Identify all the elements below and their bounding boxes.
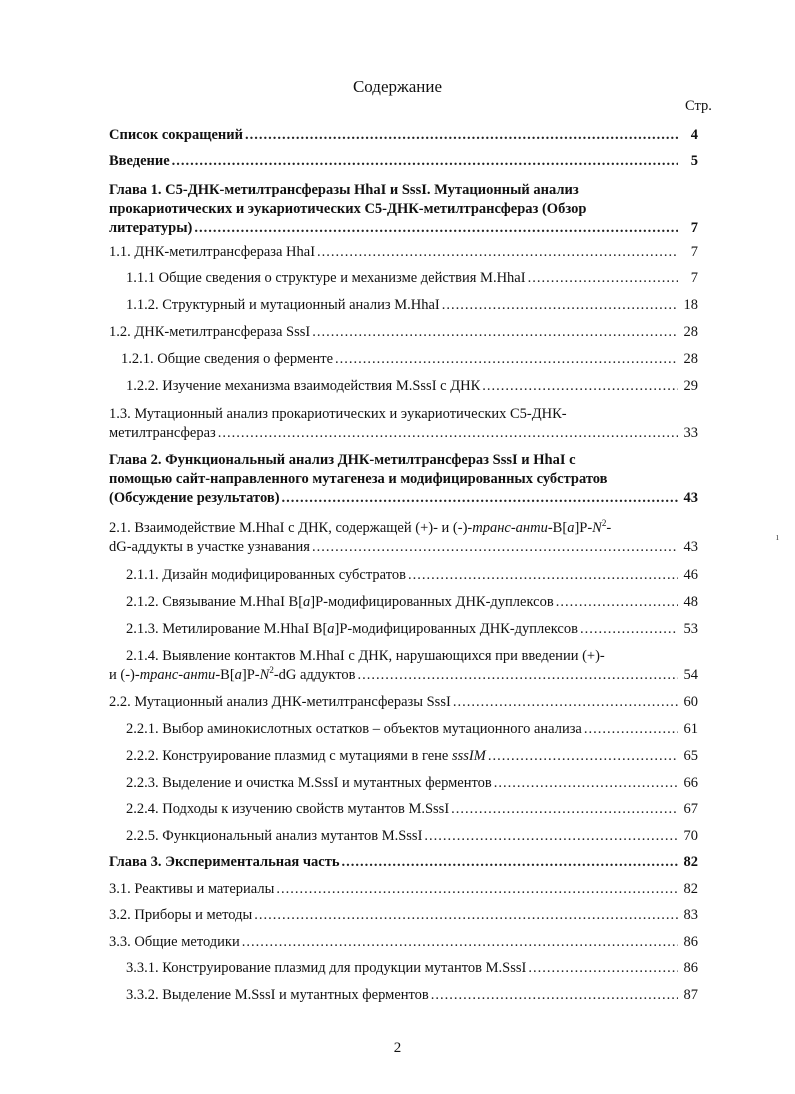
dot-leader: [276, 880, 678, 899]
toc-page: 7: [690, 244, 698, 260]
page-number: 2: [393, 1040, 402, 1056]
toc-text: 2.2.2. Конструирование плазмид с мутациями в гене: [126, 748, 452, 764]
toc-text-italic: N: [592, 520, 602, 536]
dot-leader: [453, 693, 678, 712]
toc-label: 3.3.1. Конструирование плазмид для продукции мутантов M.SssI: [126, 960, 527, 976]
toc-label: литературы): [109, 220, 193, 236]
toc-text-italic: a: [303, 594, 311, 610]
dot-leader: [488, 747, 678, 766]
toc-text: ]P-модифицированных ДНК-дуплексов: [310, 594, 554, 610]
toc-entry-1-2-1: [121, 350, 698, 369]
toc-page: 60: [683, 694, 698, 710]
dot-leader: [451, 800, 678, 819]
dot-leader: [431, 986, 678, 1005]
toc-label: 1.2.1. Общие сведения о ферменте: [121, 351, 334, 367]
toc-page: 65: [683, 748, 698, 764]
toc-text: -B[: [547, 520, 568, 536]
dot-leader: [335, 350, 678, 369]
toc-label: 2.2.1. Выбор аминокислотных остатков – объектов мутационного анализа: [126, 721, 582, 737]
toc-label: [126, 593, 554, 612]
toc-line: [109, 519, 698, 538]
toc-text: -B[: [215, 667, 235, 683]
toc-entry-2-1-4: [109, 647, 698, 685]
dot-leader: [245, 126, 678, 145]
page-column-header: Стр.: [685, 98, 712, 114]
toc-line: 2.1.4. Выявление контактов M.HhaI с ДНК, нарушающихся при введении (+)-: [126, 648, 605, 664]
toc-entry-2-1-1: [126, 566, 698, 585]
toc-page: 43: [683, 539, 698, 555]
toc-entry-3-2: [109, 906, 698, 925]
toc-superscript: 2: [269, 665, 274, 676]
toc-superscript: 2: [601, 518, 607, 529]
dot-leader: [194, 219, 678, 238]
toc-text-italic: транс-анти: [139, 667, 216, 683]
toc-page: 82: [683, 881, 698, 897]
toc-label: 3.1. Реактивы и материалы: [109, 881, 275, 897]
toc-label: 1.2. ДНК-метилтрансфераза SssI: [109, 324, 311, 340]
dot-leader: [584, 720, 678, 739]
toc-page: 83: [683, 907, 698, 923]
toc-label: (Обсуждение результатов): [109, 490, 280, 506]
toc-page: 70: [683, 828, 698, 844]
toc-text: 2.1.3. Метилирование M.HhaI B[: [126, 621, 328, 637]
toc-page: 61: [683, 721, 698, 737]
toc-entry-1-2-2: [126, 377, 698, 396]
toc-entry-2-1: [109, 519, 698, 557]
toc-text: -dG аддуктов: [273, 667, 356, 683]
page-title: Содержание: [352, 77, 443, 96]
toc-page: 46: [683, 567, 698, 583]
toc-entry-3-1: [109, 880, 698, 899]
dot-leader: [424, 827, 678, 846]
toc-page: 82: [683, 854, 698, 870]
toc-entry-2-2: [109, 693, 698, 712]
toc-entry-1-1-2: [126, 296, 698, 315]
dot-leader: [580, 620, 678, 639]
dot-leader: [317, 243, 678, 262]
toc-entry-2-2-1: [126, 720, 698, 739]
toc-line: Глава 2. Функциональный анализ ДНК-метилтрансфераз SssI и HhaI с: [109, 452, 576, 468]
dot-leader: [528, 269, 678, 288]
toc-label: метилтрансфераз: [109, 425, 216, 441]
dot-leader: [528, 959, 678, 978]
toc-entry-2-2-4: [126, 800, 698, 819]
dot-leader: [494, 774, 678, 793]
toc-page: 54: [683, 667, 698, 683]
toc-entry-chapter-2: [109, 451, 698, 508]
toc-label: 3.3.2. Выделение M.SssI и мутантных ферментов: [126, 987, 429, 1003]
dot-leader: [358, 666, 678, 685]
toc-label: dG-аддукты в участке узнавания: [109, 539, 310, 555]
toc-entry-2-2-2: [126, 747, 698, 766]
toc-page: 18: [683, 297, 698, 313]
toc-text: ]P-: [241, 667, 260, 683]
toc-text-italic: a: [234, 667, 242, 683]
dot-leader: [218, 424, 678, 443]
toc-page: 33: [683, 425, 698, 441]
toc-text-italic: транс-анти: [472, 520, 548, 536]
toc-label: 3.3. Общие методики: [109, 934, 240, 950]
dot-leader: [482, 377, 678, 396]
toc-page: 48: [683, 594, 698, 610]
toc-page: 66: [683, 775, 698, 791]
toc-label: [126, 747, 486, 766]
toc-entry-1-1: [109, 243, 698, 262]
toc-line: прокариотических и эукариотических С5-ДНК-метилтрансфераз (Обзор: [109, 201, 587, 217]
toc-line: 1.3. Мутационный анализ прокариотических и эукариотических С5-ДНК-: [109, 406, 567, 422]
dot-leader: [172, 152, 678, 171]
toc-entry-3-3-2: [126, 986, 698, 1005]
toc-text-italic: sssIM: [451, 748, 486, 764]
toc-line: Глава 1. С5-ДНК-метилтрансферазы HhaI и SssI. Мутационный анализ: [109, 182, 579, 198]
toc-label: 1.1.1 Общие сведения о структуре и механизме действия M.HhaI: [126, 270, 526, 286]
toc-entry-2-2-5: [126, 827, 698, 846]
toc-text: -: [606, 520, 612, 536]
toc-label: Глава 3. Экспериментальная часть: [109, 854, 340, 870]
dot-leader: [242, 933, 678, 952]
toc-label: Введение: [109, 153, 170, 169]
toc-label: Список сокращений: [109, 127, 243, 143]
side-mark: ı: [776, 532, 779, 543]
toc-line: помощью сайт-направленного мутагенеза и модифицированных субстратов: [109, 471, 608, 487]
toc-entry-1-3: [109, 405, 698, 443]
dot-leader: [556, 593, 678, 612]
toc-page: 43: [683, 490, 698, 506]
dot-leader: [342, 853, 678, 872]
toc-label: 1.1. ДНК-метилтрансфераза HhaI: [109, 244, 316, 260]
toc-label: 1.2.2. Изучение механизма взаимодействия M.SssI с ДНК: [126, 378, 481, 394]
toc-label: 2.2.5. Функциональный анализ мутантов M.SssI: [126, 828, 423, 844]
toc-entry-chapter-1: [109, 181, 698, 238]
dot-leader: [408, 566, 678, 585]
toc-label: [109, 666, 356, 685]
toc-text: ]P-: [574, 520, 593, 536]
toc-text-italic: a: [567, 520, 575, 536]
toc-entry-2-2-3: [126, 774, 698, 793]
toc-page: 7: [690, 270, 698, 286]
toc-page: 86: [683, 934, 698, 950]
dot-leader: [254, 906, 678, 925]
toc-entry-chapter-3: [109, 853, 698, 872]
dot-leader: [312, 538, 678, 557]
toc-entry-introduction: [109, 152, 698, 171]
dot-leader: [312, 323, 678, 342]
toc-label: [126, 620, 578, 639]
toc-entry-1-2: [109, 323, 698, 342]
toc-label: 2.2.4. Подходы к изучению свойств мутантов M.SssI: [126, 801, 450, 817]
toc-page: 4: [690, 127, 698, 143]
toc-page: 53: [683, 621, 698, 637]
toc-page: 67: [683, 801, 698, 817]
toc-entry-abbreviations: [109, 126, 698, 145]
toc-label: 2.2. Мутационный анализ ДНК-метилтрансферазы SssI: [109, 694, 451, 710]
toc-text: ]P-модифицированных ДНК-дуплексов: [334, 621, 578, 637]
dot-leader: [442, 296, 678, 315]
toc-text-italic: a: [327, 621, 335, 637]
toc-entry-1-1-1: [126, 269, 698, 288]
toc-text: 2.1. Взаимодействие M.HhaI с ДНК, содержащей (+)- и (-)-: [109, 520, 473, 536]
toc-page: 86: [683, 960, 698, 976]
toc-text: 2.1.2. Связывание M.HhaI B[: [126, 594, 304, 610]
toc-entry-3-3-1: [126, 959, 698, 978]
toc-label: 2.2.3. Выделение и очистка M.SssI и мутантных ферментов: [126, 775, 492, 791]
toc-label: 1.1.2. Структурный и мутационный анализ M.HhaI: [126, 297, 440, 313]
toc-text: и (-)-: [109, 667, 140, 683]
toc-label: 2.1.1. Дизайн модифицированных субстратов: [126, 567, 406, 583]
toc-page: 28: [683, 351, 698, 367]
dot-leader: [282, 489, 678, 508]
toc-entry-2-1-3: [126, 620, 698, 639]
toc-entry-3-3: [109, 933, 698, 952]
toc-label: 3.2. Приборы и методы: [109, 907, 253, 923]
toc-entry-2-1-2: [126, 593, 698, 612]
toc-text-italic: N: [259, 667, 270, 683]
toc-page: 5: [690, 153, 698, 169]
toc-page: 28: [683, 324, 698, 340]
toc-page: 29: [683, 378, 698, 394]
toc-page: 7: [690, 220, 698, 236]
toc-page: 87: [683, 987, 698, 1003]
